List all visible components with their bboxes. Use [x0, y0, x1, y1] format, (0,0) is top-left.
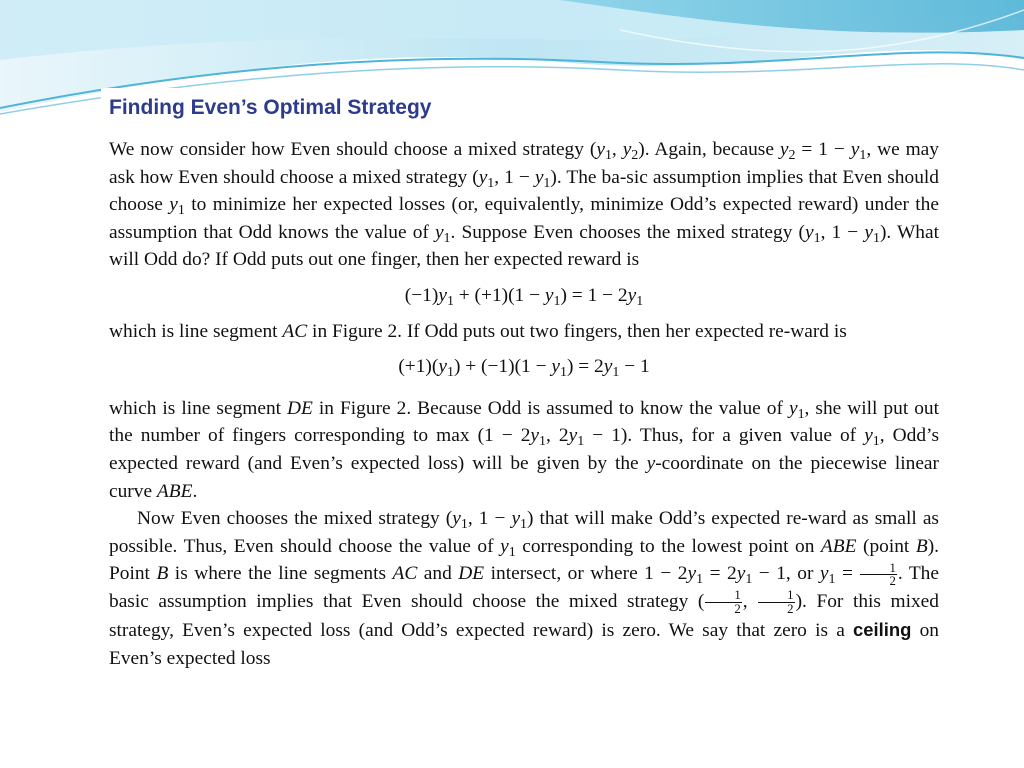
equation-odd-two-fingers: $(+1)(y_1) + (-1)(1 - y_1) = 2y_1 - 1$	[398, 356, 650, 381]
paragraph-2: which is line segment AC in Figure 2. If Odd puts out two fingers, then her expected re-ward is	[109, 320, 847, 342]
textbook-page	[101, 88, 947, 768]
fraction-one-half: $\frac{1}{2}$	[860, 562, 896, 589]
term-ceiling: ceiling	[853, 619, 912, 640]
section-heading: Finding Even’s Optimal Strategy	[109, 96, 432, 119]
fraction-one-half: $\frac{1}{2}$	[758, 589, 794, 616]
paragraph-1: We now consider how Even should choose a mixed strategy ($y_1$, $y_2$). Again, because $y_2 = 1 - y_1$, we may ask how Even should choose a mixed strategy ($y_1$, $1 - y_1$). The ba-sic assumption implies that Even should choose $y_1$ to minimize her expected losses (or, equivalently, minimize Odd’s expected reward) under the assumption that Odd knows the value of $y_1$. Suppose Even chooses the mixed strategy ($y_1$, $1 - y_1$). What will Odd do? If Odd puts out one finger, then her expected reward is	[109, 139, 939, 271]
paragraph-4: Now Even chooses the mixed strategy ($y_1$, $1 - y_1$) that will make Odd’s expected re-ward as small as possible. Thus, Even should choose the value of $y_1$ corresponding to the lowest point on ABE (point B). Point B is where the line segments AC and DE intersect, or where $1 - 2y_1 = 2y_1 - 1$, or $y_1$ = $\frac{1}{2}$ . The basic assumption implies that Even should choose the mixed strategy ( $\frac{1}{2}$ , $\frac{1}{2}$ ). For this mixed strategy, Even’s expected loss (and Odd’s expected reward) is zero. We say that zero is a ceiling on Even’s expected loss	[109, 508, 940, 669]
fraction-one-half: $\frac{1}{2}$	[705, 589, 741, 616]
equation-odd-one-finger: $(-1)y_1 + (+1)(1 - y_1) = 1 - 2y_1$	[404, 284, 644, 309]
section-body	[109, 136, 939, 672]
paragraph-3: which is line segment DE in Figure 2. Because Odd is assumed to know the value of $y_1$, she will put out the number of fingers corresponding to $\max (1 - 2y_1$, $2y_1 - 1$). Thus, for a given value of $y_1$, Odd’s expected reward (and Even’s expected loss) will be given by the y-coordinate on the piecewise linear curve ABE.	[109, 397, 939, 502]
